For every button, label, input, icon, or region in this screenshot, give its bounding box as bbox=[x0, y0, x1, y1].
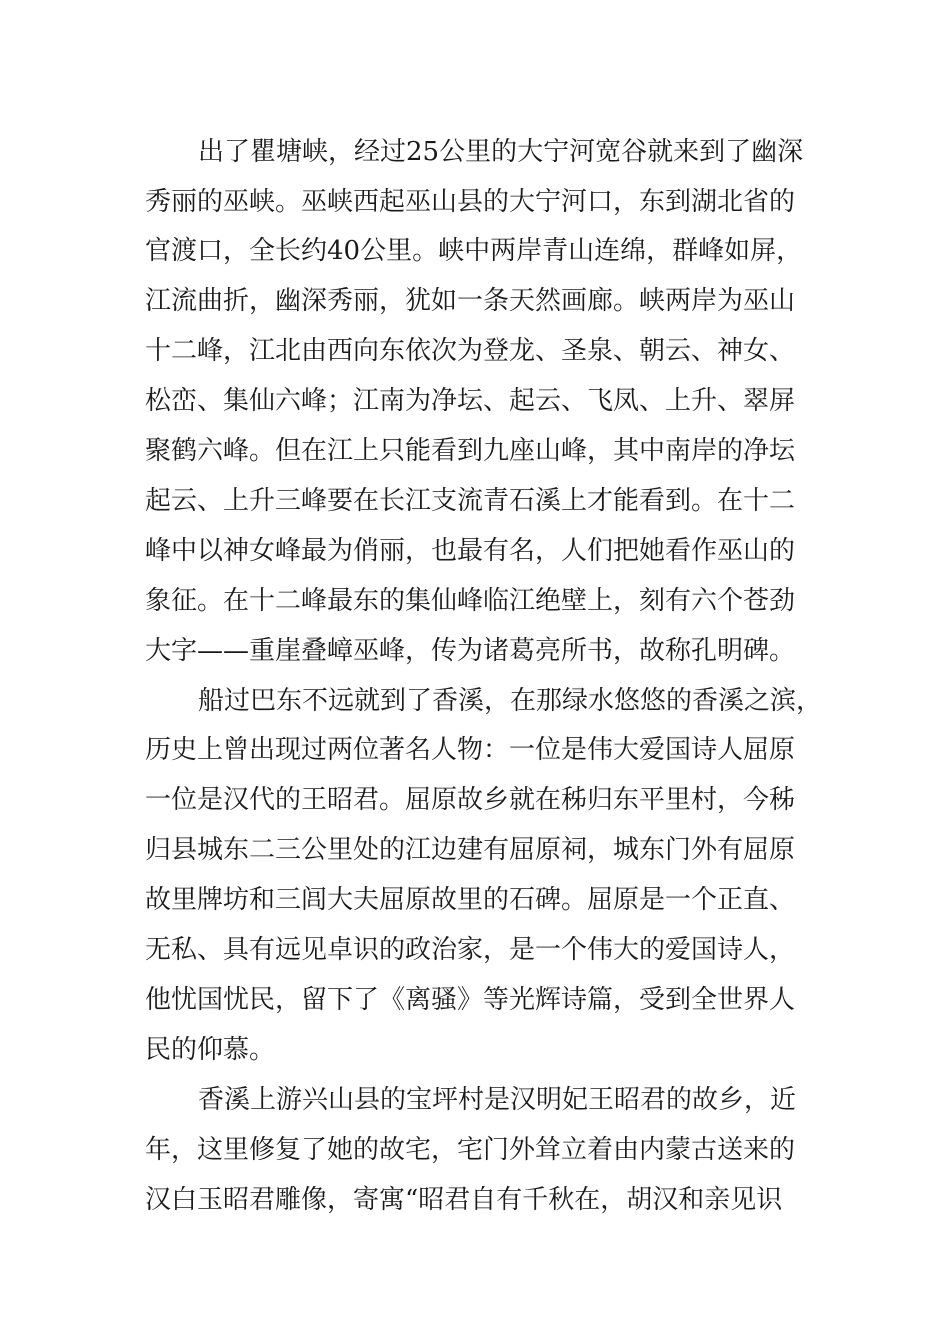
text-line: 聚鹤六峰。但在江上只能看到九座山峰，其中南岸的净坛 bbox=[145, 436, 796, 466]
text-line: 归县城东二三公里处的江边建有屈原祠，城东门外有屈原 bbox=[145, 835, 796, 865]
text-line: 历史上曾出现过两位著名人物：一位是伟大爱国诗人屈原 bbox=[145, 735, 796, 765]
text-line: 香溪上游兴山县的宝坪村是汉明妃王昭君的故乡，近 bbox=[198, 1085, 797, 1115]
text-line: 起云、上升三峰要在长江支流青石溪上才能看到。在十二 bbox=[145, 486, 796, 516]
text-line: 峰中以神女峰最为俏丽，也最有名，人们把她看作巫山的 bbox=[145, 536, 796, 566]
text-line: 他忧国忧民，留下了《离骚》等光辉诗篇，受到全世界人 bbox=[145, 985, 796, 1015]
text-line: 民的仰慕。 bbox=[145, 1035, 276, 1065]
text-line: 出了瞿塘峡，经过25公里的大宁河宽谷就来到了幽深 bbox=[198, 137, 804, 167]
text-line: 松峦、集仙六峰；江南为净坛、起云、飞凤、上升、翠屏 bbox=[145, 386, 796, 416]
text-line: 官渡口，全长约40公里。峡中两岸青山连绵，群峰如屏， bbox=[145, 236, 803, 266]
text-line: 无私、具有远见卓识的政治家，是一个伟大的爱国诗人， bbox=[145, 935, 796, 965]
text-line: 一位是汉代的王昭君。屈原故乡就在秭归东平里村，今秭 bbox=[145, 785, 796, 815]
text-line: 江流曲折，幽深秀丽，犹如一条天然画廊。峡两岸为巫山 bbox=[145, 286, 796, 316]
text-line: 大字——重崖叠嶂巫峰，传为诸葛亮所书，故称孔明碑。 bbox=[145, 636, 796, 666]
text-line: 汉白玉昭君雕像，寄寓“昭君自有千秋在，胡汉和亲见识 bbox=[145, 1185, 783, 1215]
text-line: 秀丽的巫峡。巫峡西起巫山县的大宁河口，东到湖北省的 bbox=[145, 187, 796, 217]
text-line: 故里牌坊和三闾大夫屈原故里的石碑。屈原是一个正直、 bbox=[145, 885, 796, 915]
text-line: 年，这里修复了她的故宅，宅门外耸立着由内蒙古送来的 bbox=[145, 1135, 796, 1165]
text-line: 船过巴东不远就到了香溪，在那绿水悠悠的香溪之滨， bbox=[198, 686, 823, 716]
text-line: 象征。在十二峰最东的集仙峰临江绝壁上，刻有六个苍劲 bbox=[145, 586, 796, 616]
text-line: 十二峰，江北由西向东依次为登龙、圣泉、朝云、神女、 bbox=[145, 336, 796, 366]
